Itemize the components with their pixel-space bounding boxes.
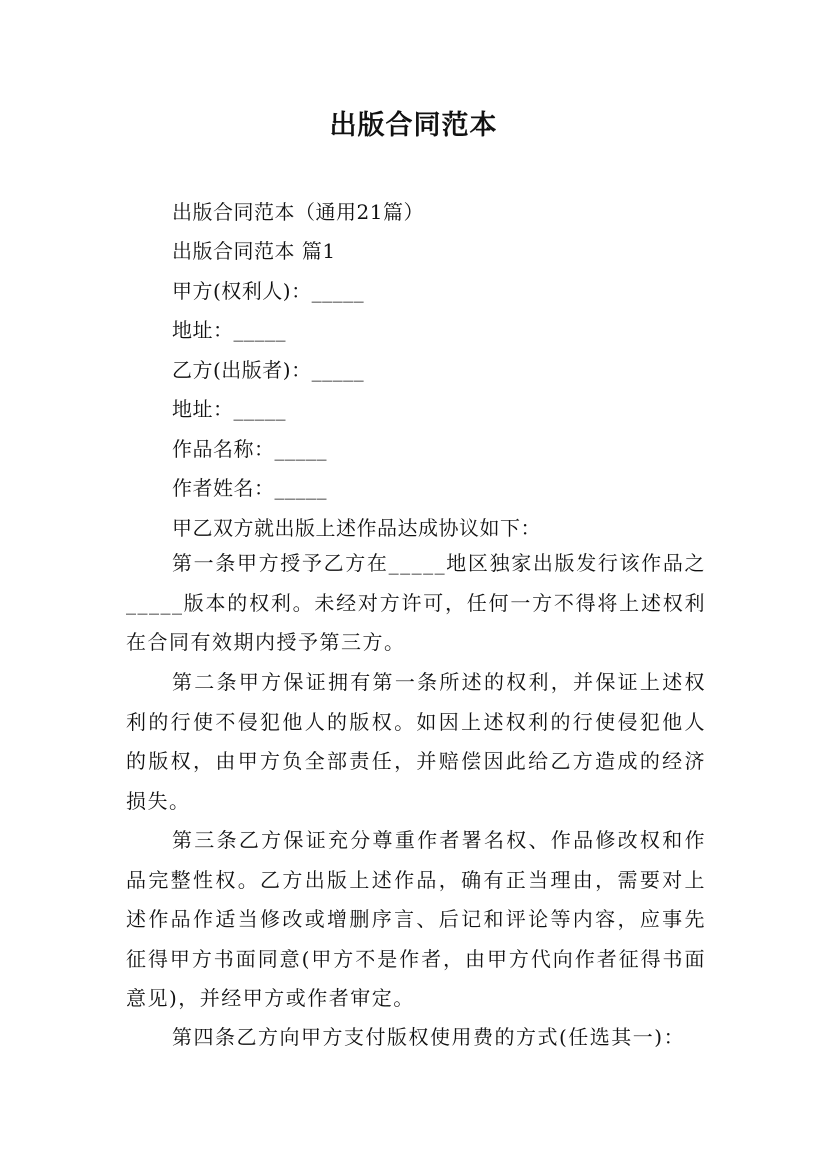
clause-1: 第一条甲方授予乙方在_____地区独家出版发行该作品之_____版本的权利。未经对方许可，任何一方不得将上述权利在合同有效期内授予第三方。 xyxy=(126,551,706,655)
work-title-field: 作品名称：_____ xyxy=(172,437,327,461)
party-a-field: 甲方(权利人)：_____ xyxy=(172,279,365,303)
agreement-intro: 甲乙双方就出版上述作品达成协议如下： xyxy=(172,516,541,540)
party-b-address-field: 地址：_____ xyxy=(172,397,286,421)
party-b-field: 乙方(出版者)：_____ xyxy=(172,358,365,382)
clause-4: 第四条乙方向甲方支付版权使用费的方式(任选其一)： xyxy=(172,1025,686,1049)
clause-2: 第二条甲方保证拥有第一条所述的权利，并保证上述权利的行使不侵犯他人的版权。如因上述权利的行使侵犯他人的版权，由甲方负全部责任，并赔偿因此给乙方造成的经济损失。 xyxy=(126,670,706,813)
author-name-field: 作者姓名：_____ xyxy=(172,476,327,500)
party-a-address-field: 地址：_____ xyxy=(172,318,286,342)
document-title: 出版合同范本 xyxy=(329,110,498,141)
section-heading: 出版合同范本 篇1 xyxy=(172,239,336,263)
subtitle-line: 出版合同范本（通用21篇） xyxy=(172,200,424,224)
clause-3: 第三条乙方保证充分尊重作者署名权、作品修改权和作品完整性权。乙方出版上述作品，确有正当理由，需要对上述作品作适当修改或增删序言、后记和评论等内容，应事先征得甲方书面同意(甲方不是作者，由甲方代向作者征得书面意见)，并经甲方或作者审定。 xyxy=(126,828,706,1011)
